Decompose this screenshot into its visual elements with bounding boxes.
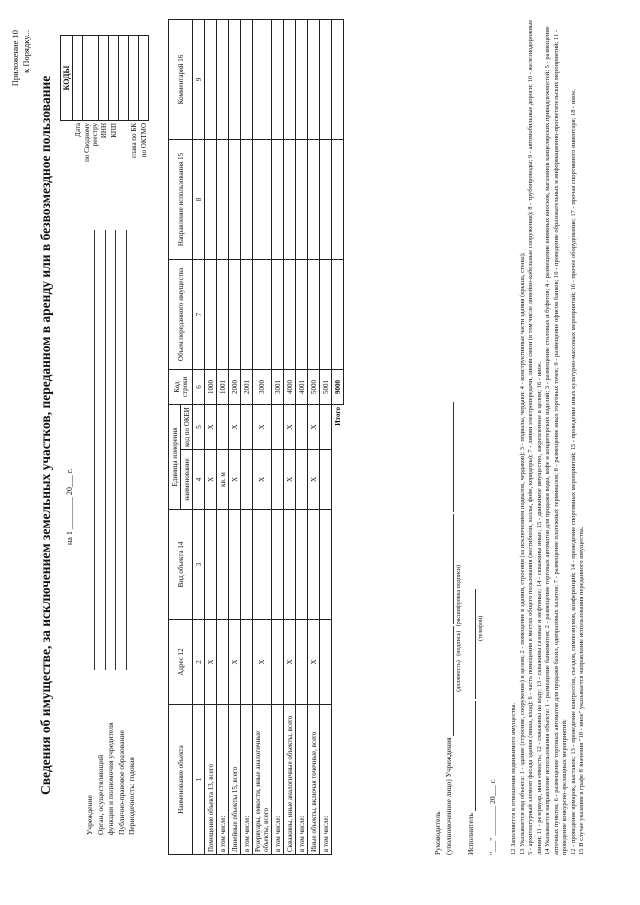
appendix-line-2: к Порядку... xyxy=(21,30,31,73)
col-header-unit-name: наименование xyxy=(181,450,193,510)
row-code: 1001 xyxy=(217,369,229,404)
row-okei xyxy=(320,404,332,449)
head-sub-label: (уполномоченное лицо) Учреждения xyxy=(444,737,453,855)
row-okei: X xyxy=(284,404,296,449)
row-type xyxy=(296,510,308,620)
footnote: 13 Указывается вид объекта: 1 - здание (строение, сооружение) в целом; 2 - помещение в здании, строении (за исключением подвалов, чердаков); 3 - подвалы, чердаки; 4 - конструктивные части здания (крыша, стены); xyxy=(518,252,526,855)
row-empty-cell xyxy=(241,19,253,139)
col-header-unit-group: Единица измерения xyxy=(169,404,181,509)
row-type xyxy=(284,510,296,620)
row-unit: X xyxy=(205,450,217,510)
row-empty-cell xyxy=(217,139,229,259)
codes-table xyxy=(60,35,149,185)
field-line xyxy=(96,230,106,670)
row-unit: кв. м xyxy=(217,450,229,510)
row-okei: X xyxy=(253,404,272,449)
header-field-periodicity: Периодичность: годовая xyxy=(127,757,136,835)
position-caption: (должность) xyxy=(456,660,462,692)
row-okei: X xyxy=(229,404,241,449)
row-empty-cell xyxy=(253,19,272,139)
row-type xyxy=(217,510,229,620)
row-empty-cell xyxy=(253,259,272,369)
row-unit: X xyxy=(308,450,320,510)
row-empty-cell xyxy=(272,19,284,139)
row-type xyxy=(308,510,320,620)
row-empty-cell xyxy=(272,139,284,259)
row-address: X xyxy=(284,620,296,705)
row-empty-cell xyxy=(296,19,308,139)
row-unit xyxy=(272,450,284,510)
signature-block xyxy=(432,402,498,855)
row-address xyxy=(296,620,308,705)
row-unit xyxy=(241,450,253,510)
table-row xyxy=(320,19,332,854)
appendix-line-1: Приложение 10 xyxy=(10,30,20,87)
code-label xyxy=(119,121,129,186)
row-type xyxy=(241,510,253,620)
col-header-purpose: Направление использования 15 xyxy=(169,139,193,259)
table-row xyxy=(229,19,241,854)
row-empty-cell xyxy=(205,259,217,369)
codes-title: КОДЫ xyxy=(61,36,73,121)
signature-caption: (подпись) xyxy=(456,630,462,656)
row-type xyxy=(229,510,241,620)
table-body xyxy=(205,19,332,854)
row-name: в том числе: xyxy=(272,705,284,855)
code-cell xyxy=(73,36,83,121)
footnotes xyxy=(510,5,587,855)
executor-phone-line xyxy=(467,589,476,699)
row-empty-cell xyxy=(272,259,284,369)
col-header-name: Наименование объекта xyxy=(169,705,193,855)
appendix-label xyxy=(10,30,32,100)
code-cell xyxy=(99,36,109,121)
row-empty-cell xyxy=(308,139,320,259)
report-date: на 1 ________ 20___ г. xyxy=(65,468,74,545)
row-empty-cell xyxy=(229,259,241,369)
row-address xyxy=(272,620,284,705)
row-name: Помещение объекта 13, всего xyxy=(205,705,217,855)
row-name: в том числе: xyxy=(296,705,308,855)
row-type xyxy=(253,510,272,620)
header-field-public-entity: Публично-правовое образование xyxy=(117,230,128,835)
col-header-unit-okei: код по ОКЕИ xyxy=(181,404,193,449)
code-cell xyxy=(109,36,119,121)
row-type xyxy=(320,510,332,620)
total-code: 9000 xyxy=(332,369,344,404)
table-row xyxy=(308,19,320,854)
footnote: 15 В случае указания в графе 8 значения "18 - иное" указывается направление использования переданного имущества. xyxy=(578,526,585,855)
row-empty-cell xyxy=(241,139,253,259)
row-empty-cell xyxy=(284,19,296,139)
row-code: 3000 xyxy=(253,369,272,404)
head-label: Руководитель xyxy=(433,811,442,855)
signature-date: "___" ________ 20___ г. xyxy=(488,779,497,855)
footnote: 5 - архитектурный элемент фасада здания (ниша, вход); 6 - часть помещения в местах общего пользования (вестибюли, холлы, фойе, коридоры); 7 - линии электропередачи, линии связи (в том числе линейно-кабельные сооружения); 8 - трубопроводы; 9 - автомобильные дороги; 10 - железнодорожные линии; 11 - резервуар, иная емкость; 12 - скважины на воду; 13 - скважины газовые и нефтяные; 14 - скважины иные; 15 - движимое имущество, закрепленное в целом; 16 - иное. xyxy=(527,19,543,855)
row-code: 4001 xyxy=(296,369,308,404)
row-unit: X xyxy=(253,450,272,510)
footnote: 12 Заполняется в отношении недвижимого имущества. xyxy=(510,702,517,855)
row-empty-cell xyxy=(320,139,332,259)
table-row xyxy=(217,19,229,854)
code-cell xyxy=(139,36,149,121)
property-table xyxy=(168,19,344,855)
row-empty-cell xyxy=(205,19,217,139)
footnote: 14 Указывается направление использования объекта: 1 - размещение банкоматов; 2 - размещение торговых автоматов для продажи воды, кофе и кондитерских изделий; 3 - размещение столовых и буфетов; 4 - размещение книжных киосков, магазинов канцелярских принадлежностей; 5 - размещение аптечных пунктов; 6 - размещение торговых автоматов для продажи бахил, одноразовых халатов; 7 - размещение платежных терминалов; 8 - размещение иных торговых точек; 9 - размещение офисов банков; 10 - проведение образовательных и информационно-просветительских мероприятий; 11 - проведение конкурсно-зрелищных мероприятий; xyxy=(544,26,568,855)
col-header-comment: Комментарий 16 xyxy=(169,19,193,139)
table-row xyxy=(272,19,284,854)
row-empty-cell xyxy=(320,259,332,369)
row-okei xyxy=(241,404,253,449)
row-code: 1000 xyxy=(205,369,217,404)
total-row xyxy=(332,19,344,854)
table-row xyxy=(284,19,296,854)
row-okei xyxy=(296,404,308,449)
footnote: 12 - проведение ярмарок, выставок; 13 - проведение конгрессов, съездов, симпозиумов, конференций; 14 - проведение спортивных мероприятий; 15 - проведение иных культурно-массовых мероприятий; 16 - прочее оборудование; 17 - прочая спортивного инвентаря; 18 - иное. xyxy=(569,89,577,855)
field-line xyxy=(85,230,95,670)
code-cell xyxy=(119,36,129,121)
row-okei: X xyxy=(308,404,320,449)
row-empty-cell xyxy=(229,19,241,139)
row-okei: X xyxy=(205,404,217,449)
header-field-authority: Орган, осуществляющий xyxy=(96,230,107,835)
row-address xyxy=(217,620,229,705)
table-row xyxy=(296,19,308,854)
row-name: Резервуары, емкости, иные аналогичные объекты, всего xyxy=(253,705,272,855)
row-empty-cell xyxy=(217,19,229,139)
header-field-authority-2: функции и полномочия учредителя xyxy=(106,230,117,835)
col-header-type: Вид объекта 14 xyxy=(169,510,193,620)
table-row xyxy=(205,19,217,854)
field-line xyxy=(106,230,116,670)
row-unit: X xyxy=(229,450,241,510)
row-address: X xyxy=(205,620,217,705)
row-unit xyxy=(320,450,332,510)
row-type xyxy=(205,510,217,620)
row-okei xyxy=(217,404,229,449)
row-name: Иные объекты, включая точечные, всего xyxy=(308,705,320,855)
row-code: 2001 xyxy=(241,369,253,404)
header-field-institution: Учреждение xyxy=(85,230,96,835)
col-header-volume: Объем переданного имущества xyxy=(169,259,193,369)
row-name: в том числе: xyxy=(241,705,253,855)
row-code: 4000 xyxy=(284,369,296,404)
executor-label: Исполнитель xyxy=(466,813,475,855)
row-name: в том числе: xyxy=(320,705,332,855)
signature-line xyxy=(445,514,454,624)
row-name: Линейные объекты 15, всего xyxy=(229,705,241,855)
document-title: Сведения об имуществе, за исключением земельных участков, переданном в аренду или в безвозмездное пользование xyxy=(38,75,53,795)
row-code: 3001 xyxy=(272,369,284,404)
row-empty-cell xyxy=(217,259,229,369)
row-empty-cell xyxy=(308,259,320,369)
code-cell xyxy=(129,36,139,121)
col-header-address: Адрес 12 xyxy=(169,620,193,705)
code-label: Дата xyxy=(73,123,82,137)
code-label: глава по БК xyxy=(129,123,138,158)
position-line xyxy=(445,626,454,736)
row-code: 5001 xyxy=(320,369,332,404)
row-code: 5000 xyxy=(308,369,320,404)
row-empty-cell xyxy=(284,259,296,369)
row-address: X xyxy=(253,620,272,705)
executor-position-line xyxy=(467,701,476,811)
row-empty-cell xyxy=(284,139,296,259)
row-empty-cell xyxy=(320,19,332,139)
decode-line xyxy=(445,402,454,512)
code-cell xyxy=(83,36,99,121)
row-address: X xyxy=(229,620,241,705)
row-address xyxy=(320,620,332,705)
code-label: ИНН xyxy=(99,123,108,139)
row-name: Скважины, иные аналогичные объекты, всего xyxy=(284,705,296,855)
row-code: 2000 xyxy=(229,369,241,404)
row-empty-cell xyxy=(253,139,272,259)
row-empty-cell xyxy=(296,259,308,369)
row-unit xyxy=(296,450,308,510)
code-label: КПП xyxy=(109,123,118,138)
row-empty-cell xyxy=(308,19,320,139)
code-label: по Сводному реестру xyxy=(82,123,99,162)
total-label: Итого xyxy=(332,404,344,854)
row-empty-cell xyxy=(241,259,253,369)
code-label: по ОКТМО xyxy=(139,123,148,158)
row-unit: X xyxy=(284,450,296,510)
header-fields xyxy=(85,230,138,835)
table-row xyxy=(253,19,272,854)
row-empty-cell xyxy=(205,139,217,259)
row-address xyxy=(241,620,253,705)
column-index-row: 1 2 3 4 5 6 7 8 9 xyxy=(193,19,205,854)
phone-caption: (телефон) xyxy=(478,615,484,641)
field-line xyxy=(117,230,127,670)
row-okei xyxy=(272,404,284,449)
decode-caption: (расшифровка подписи) xyxy=(456,565,462,627)
row-name: в том числе: xyxy=(217,705,229,855)
row-empty-cell xyxy=(296,139,308,259)
col-header-line-code: Код строки xyxy=(169,369,193,404)
row-empty-cell xyxy=(229,139,241,259)
table-row xyxy=(241,19,253,854)
row-type xyxy=(272,510,284,620)
row-address: X xyxy=(308,620,320,705)
